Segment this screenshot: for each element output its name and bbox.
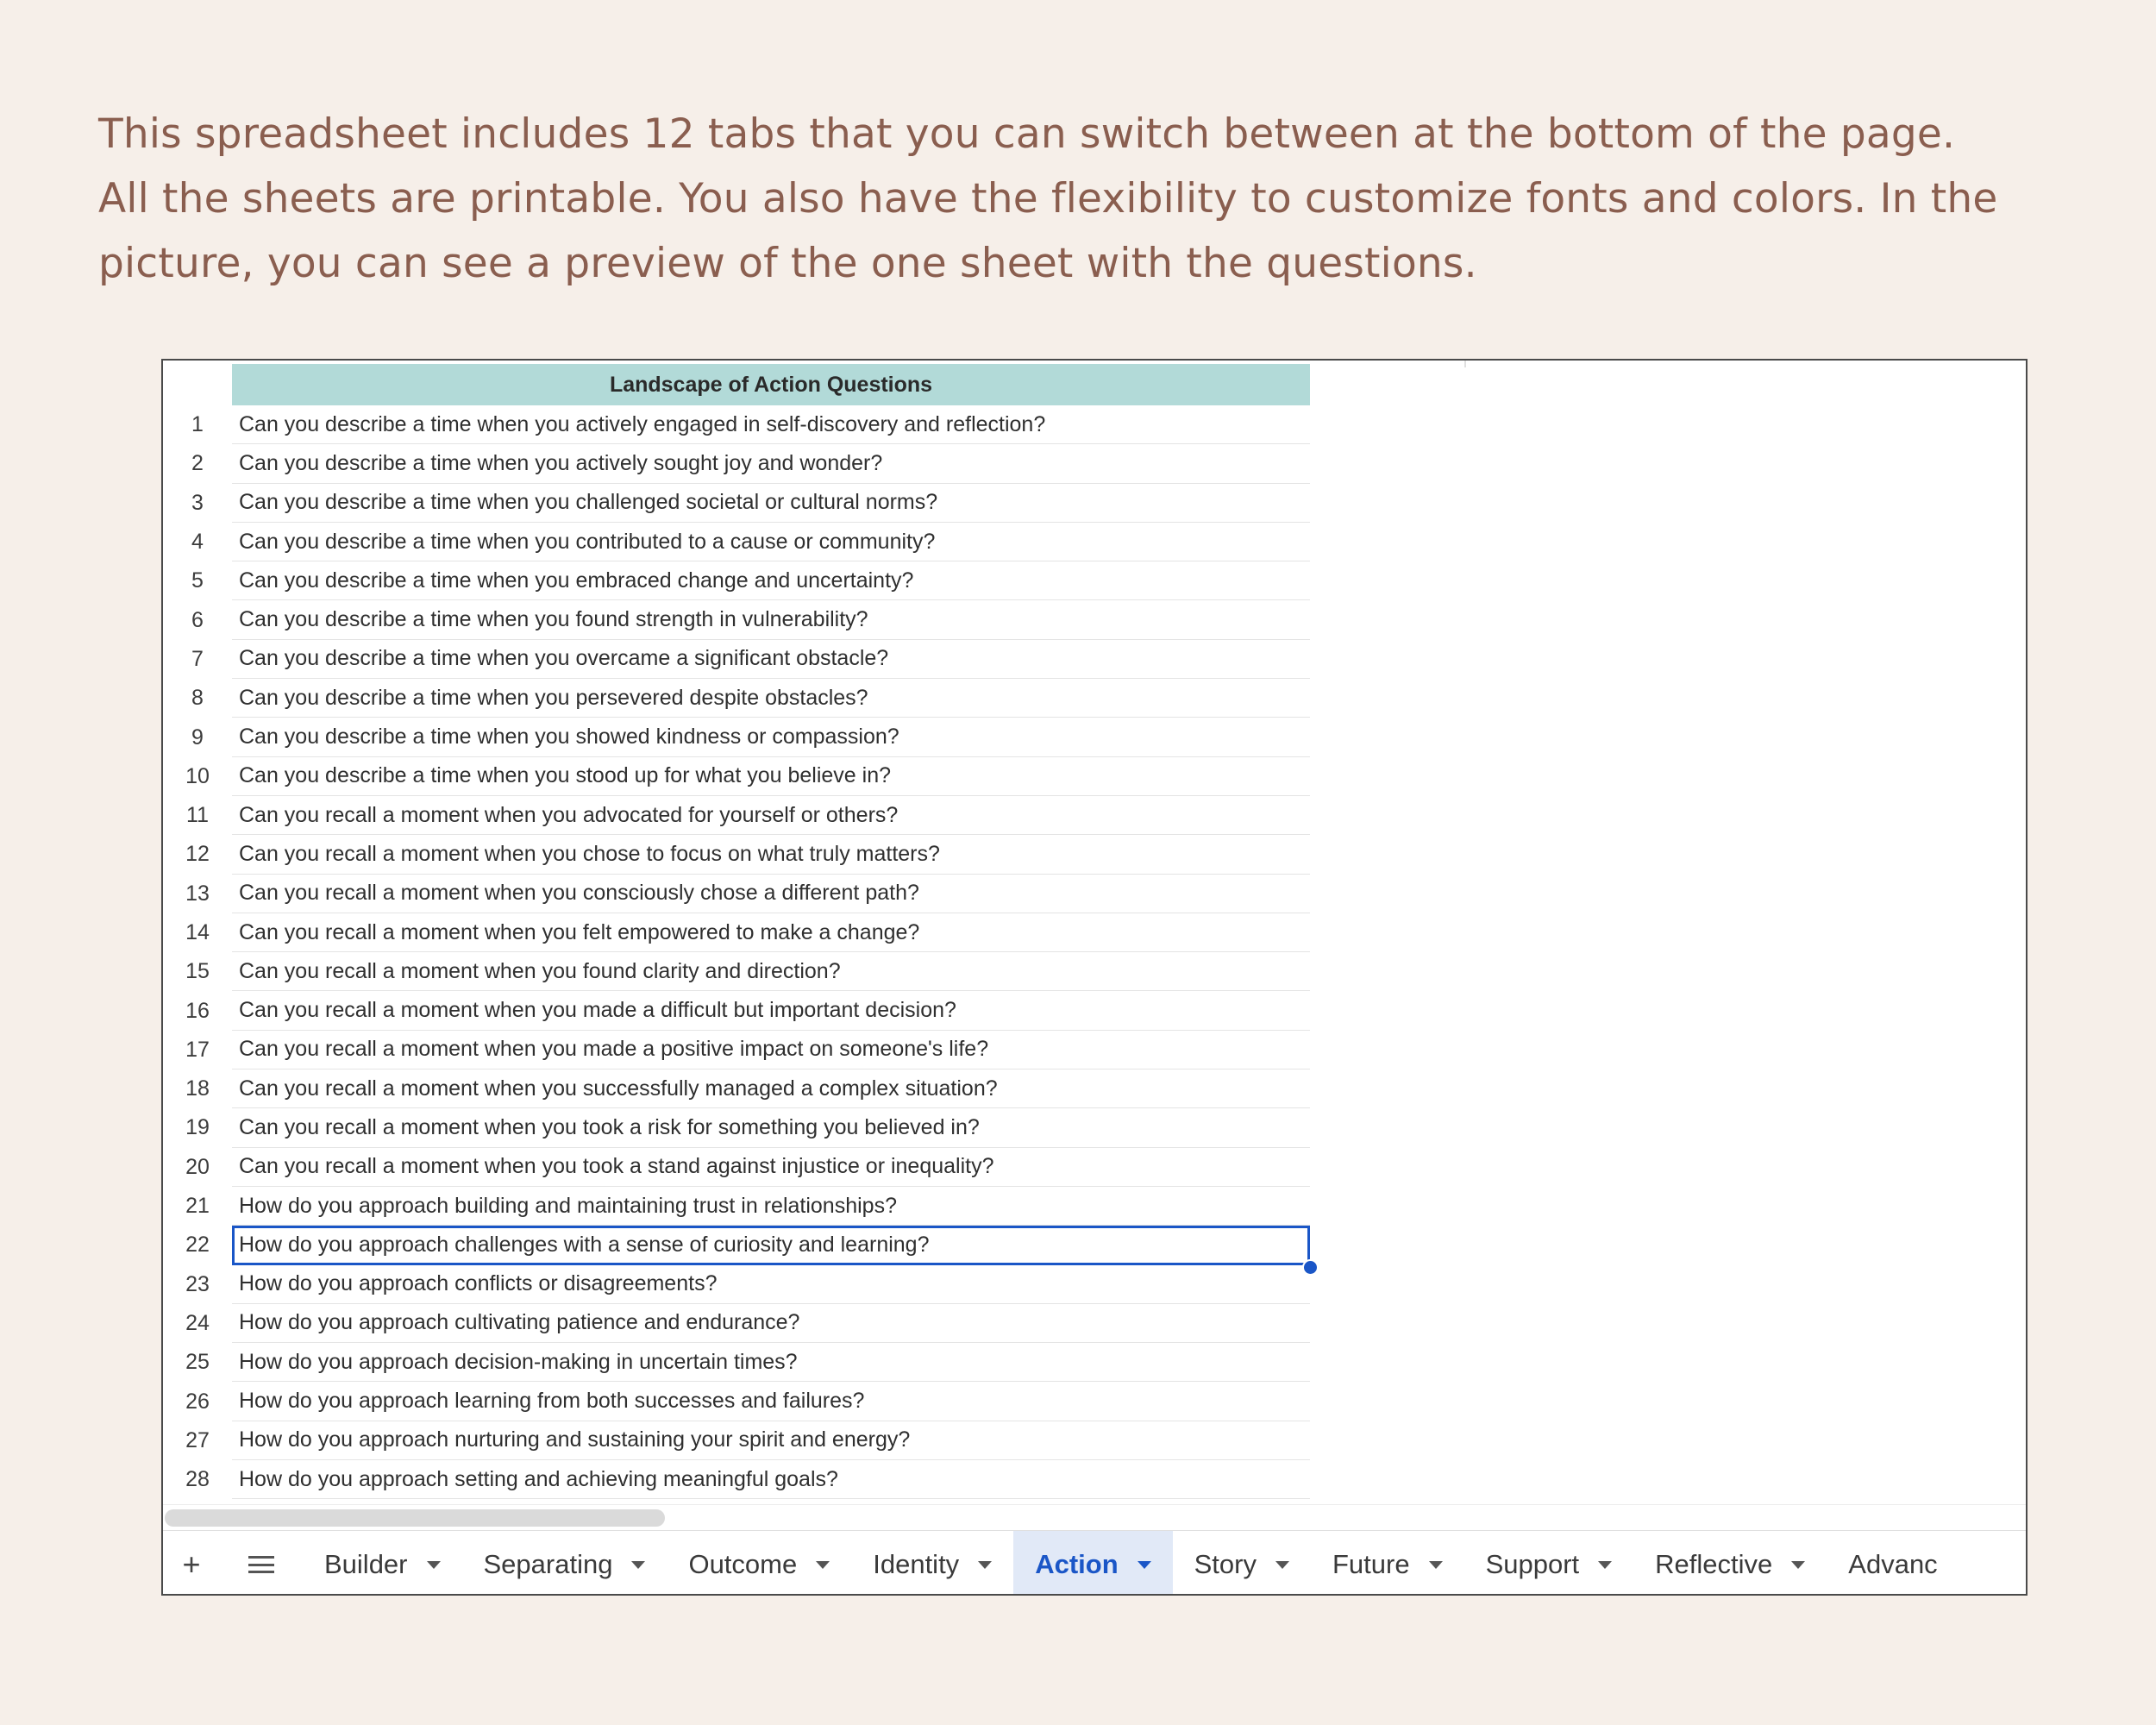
table-row xyxy=(163,757,1310,796)
sheet-tab-label: Identity xyxy=(873,1549,960,1579)
table-row xyxy=(163,835,1310,874)
sheet-tab-builder[interactable] xyxy=(303,1531,462,1596)
sheet-tab-label: Story xyxy=(1194,1549,1257,1579)
table-row xyxy=(163,1148,1310,1187)
question-cell[interactable]: Can you recall a moment when you chose to focus on what truly matters? xyxy=(232,835,1310,874)
table-row xyxy=(163,600,1310,639)
hamburger-menu-icon xyxy=(248,1556,274,1573)
question-cell[interactable]: Can you describe a time when you showed kindness or compassion? xyxy=(232,718,1310,756)
table-row xyxy=(163,561,1310,600)
row-number[interactable]: 13 xyxy=(185,881,210,906)
all-sheets-button[interactable] xyxy=(220,1531,303,1596)
row-number[interactable]: 2 xyxy=(191,451,204,476)
question-cell[interactable]: Can you recall a moment when you felt empowered to make a change? xyxy=(232,913,1310,952)
sheet-tab-label: Support xyxy=(1485,1549,1580,1579)
row-number[interactable]: 14 xyxy=(185,920,210,944)
row-number[interactable]: 26 xyxy=(185,1389,210,1414)
row-number[interactable]: 5 xyxy=(191,568,204,593)
sheet-tab-label: Action xyxy=(1035,1549,1119,1579)
table-row xyxy=(163,640,1310,679)
table-row xyxy=(163,1460,1310,1499)
row-number[interactable]: 4 xyxy=(191,530,204,555)
row-number[interactable]: 22 xyxy=(185,1233,210,1258)
table-row xyxy=(163,1382,1310,1421)
spreadsheet-window xyxy=(161,359,2028,1596)
row-number[interactable]: 9 xyxy=(191,724,204,750)
sheet-tab-label: Reflective xyxy=(1655,1549,1773,1579)
row-number[interactable]: 28 xyxy=(185,1467,210,1492)
question-cell[interactable]: How do you approach setting and achieving meaningful goals? xyxy=(232,1460,1310,1499)
caret-down-icon[interactable] xyxy=(978,1561,992,1569)
intro-line: picture, you can see a preview of the one sheet with the questions. xyxy=(98,240,1477,287)
sheet-tab-label: Builder xyxy=(324,1549,408,1579)
table-row xyxy=(163,1265,1310,1304)
sheet-tab-label: Separating xyxy=(483,1549,613,1579)
question-cell[interactable]: Can you recall a moment when you found clarity and direction? xyxy=(232,952,1310,991)
sheet-tab-identity[interactable] xyxy=(851,1531,1013,1596)
question-cell[interactable]: Can you describe a time when you persevered despite obstacles? xyxy=(232,679,1310,718)
sheet-tab-label: Future xyxy=(1332,1549,1410,1579)
question-cell[interactable]: Can you describe a time when you actively engaged in self-discovery and reflection? xyxy=(232,405,1310,444)
table-row xyxy=(163,523,1310,561)
question-cell[interactable]: Can you describe a time when you stood up for what you believe in? xyxy=(232,757,1310,796)
question-cell[interactable]: Can you describe a time when you actively sought joy and wonder? xyxy=(232,444,1310,483)
sheet-tab-bar xyxy=(163,1530,2026,1596)
intro-line: All the sheets are printable. You also have the flexibility to customize fonts and colors. In the xyxy=(98,175,1998,223)
caret-down-icon[interactable] xyxy=(1598,1561,1612,1569)
question-cell[interactable]: How do you approach cultivating patience and endurance? xyxy=(232,1304,1310,1343)
intro-line: This spreadsheet includes 12 tabs that you can switch between at the bottom of the page. xyxy=(98,110,1956,158)
row-number[interactable]: 3 xyxy=(191,490,204,515)
sheet-tab-outcome[interactable] xyxy=(667,1531,851,1596)
sheet-tab-label: Outcome xyxy=(688,1549,798,1579)
question-cell[interactable]: How do you approach nurturing and sustaining your spirit and energy? xyxy=(232,1421,1310,1460)
caret-down-icon[interactable] xyxy=(1275,1561,1289,1569)
question-cell[interactable]: Can you recall a moment when you successfully managed a complex situation? xyxy=(232,1070,1310,1108)
table-row xyxy=(163,1343,1310,1382)
table-row xyxy=(163,875,1310,913)
intro-text xyxy=(98,102,2082,296)
sheet-tabs xyxy=(303,1531,1959,1596)
table-row xyxy=(163,796,1310,835)
question-cell[interactable]: How do you approach challenges with a sense of curiosity and learning? xyxy=(232,1226,1310,1264)
row-number[interactable]: 10 xyxy=(185,763,210,788)
row-number[interactable]: 15 xyxy=(185,959,210,984)
question-cell[interactable]: How do you approach conflicts or disagreements? xyxy=(232,1265,1310,1304)
caret-down-icon[interactable] xyxy=(1429,1561,1443,1569)
caret-down-icon[interactable] xyxy=(1791,1561,1805,1569)
row-number[interactable]: 8 xyxy=(191,686,204,711)
sheet-tab-support[interactable] xyxy=(1464,1531,1634,1596)
row-number[interactable]: 6 xyxy=(191,607,204,632)
table-row xyxy=(163,1304,1310,1343)
row-number[interactable]: 23 xyxy=(185,1271,210,1296)
table-row xyxy=(163,1070,1310,1108)
sheet-tab-separating[interactable] xyxy=(462,1531,667,1596)
question-cell[interactable]: Can you describe a time when you embraced change and uncertainty? xyxy=(232,561,1310,600)
question-cell[interactable]: How do you approach building and maintaining trust in relationships? xyxy=(232,1187,1310,1226)
table-row xyxy=(163,718,1310,756)
question-cell[interactable]: Can you describe a time when you found strength in vulnerability? xyxy=(232,600,1310,639)
question-cell[interactable]: How do you approach decision-making in uncertain times? xyxy=(232,1343,1310,1382)
table-row xyxy=(163,679,1310,718)
question-cell[interactable]: Can you recall a moment when you consciously chose a different path? xyxy=(232,875,1310,913)
row-number[interactable]: 19 xyxy=(185,1115,210,1140)
question-cell[interactable]: How do you approach learning from both successes and failures? xyxy=(232,1382,1310,1421)
sheet-tab-advanc[interactable] xyxy=(1827,1531,1959,1596)
sheet-grid xyxy=(163,361,2026,1504)
row-number[interactable]: 21 xyxy=(185,1194,210,1219)
column-divider xyxy=(1464,361,1466,367)
row-number[interactable]: 24 xyxy=(185,1310,210,1335)
sheet-tab-reflective[interactable] xyxy=(1633,1531,1827,1596)
question-cell[interactable]: Can you recall a moment when you made a positive impact on someone's life? xyxy=(232,1031,1310,1070)
table-row xyxy=(163,1108,1310,1147)
row-number[interactable]: 25 xyxy=(185,1350,210,1375)
table-row xyxy=(163,952,1310,991)
row-number[interactable]: 20 xyxy=(185,1154,210,1179)
row-number[interactable]: 18 xyxy=(185,1076,210,1101)
column-header-cell[interactable]: Landscape of Action Questions xyxy=(232,364,1310,405)
row-number[interactable]: 1 xyxy=(191,412,204,437)
row-number[interactable]: 11 xyxy=(186,803,209,828)
question-cell[interactable]: Can you describe a time when you overcame a significant obstacle? xyxy=(232,640,1310,679)
question-cell[interactable]: Can you recall a moment when you made a difficult but important decision? xyxy=(232,991,1310,1030)
add-sheet-button[interactable] xyxy=(163,1531,220,1596)
table-row xyxy=(163,405,1310,444)
caret-down-icon[interactable] xyxy=(631,1561,645,1569)
caret-down-icon[interactable] xyxy=(816,1561,830,1569)
horizontal-scrollbar[interactable] xyxy=(165,1509,665,1527)
sheet-tab-action[interactable] xyxy=(1013,1531,1172,1596)
caret-down-icon[interactable] xyxy=(1138,1561,1151,1569)
sheet-tab-story[interactable] xyxy=(1173,1531,1311,1596)
row-number[interactable]: 16 xyxy=(185,998,210,1023)
table-row xyxy=(163,1187,1310,1226)
row-number[interactable]: 17 xyxy=(185,1037,210,1062)
table-row xyxy=(163,484,1310,523)
table-row xyxy=(163,444,1310,483)
question-cell[interactable]: Can you recall a moment when you took a risk for something you believed in? xyxy=(232,1108,1310,1147)
question-cell[interactable]: Can you describe a time when you challenged societal or cultural norms? xyxy=(232,484,1310,523)
row-number[interactable]: 7 xyxy=(191,646,204,671)
row-number[interactable]: 27 xyxy=(185,1427,210,1452)
question-cell[interactable]: Can you describe a time when you contributed to a cause or community? xyxy=(232,523,1310,561)
table-row xyxy=(163,991,1310,1030)
sheet-rows xyxy=(163,405,1310,1499)
sheet-tab-label: Advanc xyxy=(1848,1549,1938,1579)
row-number[interactable]: 12 xyxy=(185,842,210,867)
table-row xyxy=(163,1421,1310,1460)
question-cell[interactable]: Can you recall a moment when you advocated for yourself or others? xyxy=(232,796,1310,835)
sheet-tab-future[interactable] xyxy=(1311,1531,1464,1596)
table-row xyxy=(163,1226,1310,1264)
caret-down-icon[interactable] xyxy=(427,1561,441,1569)
plus-icon: + xyxy=(182,1546,201,1582)
table-row xyxy=(163,1031,1310,1070)
question-cell[interactable]: Can you recall a moment when you took a stand against injustice or inequality? xyxy=(232,1148,1310,1187)
table-row xyxy=(163,913,1310,952)
